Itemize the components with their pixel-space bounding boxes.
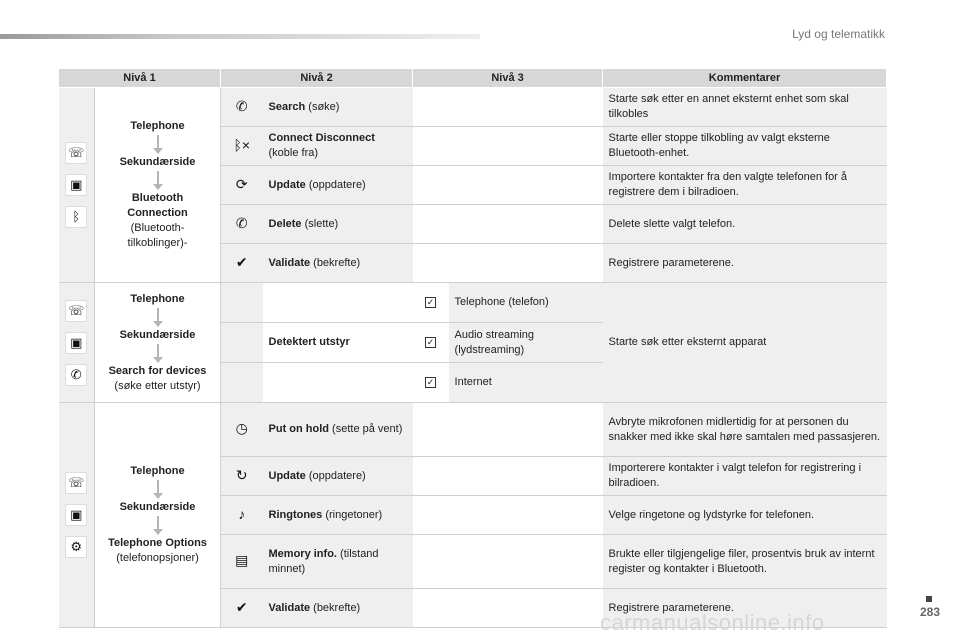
table-header-row bbox=[59, 69, 887, 88]
table-row bbox=[59, 403, 887, 457]
level1-label: Telephone bbox=[130, 465, 185, 477]
comment-cell: Registrere parameterene. bbox=[603, 589, 887, 628]
comment-cell: Registrere parameterene. bbox=[603, 244, 887, 283]
arrow-down-icon bbox=[157, 135, 159, 149]
column-header: Nivå 1 bbox=[59, 69, 221, 88]
level3-label: Search for devices bbox=[108, 364, 207, 377]
level3-cell bbox=[413, 589, 603, 628]
function-cell: Validate (bekrefte) bbox=[263, 244, 413, 283]
comment-cell: Starte eller stoppe tilkobling av valgt eksterne Bluetooth-enhet. bbox=[603, 127, 887, 166]
level3-label: Bluetooth Connection bbox=[127, 192, 188, 219]
arrow-down-icon bbox=[157, 344, 159, 358]
table-row bbox=[59, 88, 887, 127]
level3-cell bbox=[413, 535, 603, 589]
bluetooth-disconnect-icon: ᛒ× bbox=[221, 127, 263, 166]
column-header: Nivå 2 bbox=[221, 69, 413, 88]
function-cell: Search (søke) bbox=[263, 88, 413, 127]
comment-cell: Starte søk etter eksternt apparat bbox=[603, 283, 887, 403]
section-title: Lyd og telematikk bbox=[792, 27, 885, 41]
hold-call-icon: ◷ bbox=[221, 403, 263, 457]
function-cell: Update (oppdatere) bbox=[263, 457, 413, 496]
option-cell: Internet bbox=[449, 363, 603, 403]
level3-cell bbox=[413, 127, 603, 166]
menu-icons bbox=[59, 403, 95, 628]
function-cell: Connect Disconnect (koble fra) bbox=[263, 127, 413, 166]
level3-cell bbox=[413, 88, 603, 127]
top-decoration-bar bbox=[0, 34, 480, 39]
phone-icon: ☏ bbox=[65, 142, 87, 164]
dialpad-icon: ▣ bbox=[65, 174, 87, 196]
level1-label: Telephone bbox=[130, 292, 185, 305]
function-cell-empty bbox=[263, 363, 413, 403]
arrow-down-icon bbox=[157, 516, 159, 530]
level2-cell: Detektert utstyr bbox=[263, 323, 413, 363]
option-cell: Audio streaming (lydstreaming) bbox=[449, 323, 603, 363]
icon-cell-empty bbox=[221, 363, 263, 403]
menu-icons bbox=[59, 283, 95, 403]
comment-cell: Importerere kontakter i valgt telefon for registrering i bilradioen. bbox=[603, 457, 887, 496]
option-cell: Telephone (telefon) bbox=[449, 283, 603, 323]
level3-cell bbox=[413, 166, 603, 205]
level3-sub: (Bluetooth-tilkoblinger)- bbox=[127, 222, 188, 249]
comment-cell: Starte søk etter en annet eksternt enhet som skal tilkobles bbox=[603, 88, 887, 127]
update-icon: ↻ bbox=[221, 457, 263, 496]
checkbox-icon: ✓ bbox=[413, 283, 449, 323]
function-cell: Put on hold (sette på vent) bbox=[263, 403, 413, 457]
phone-icon: ☏ bbox=[65, 300, 87, 322]
search-phone-icon: ✆ bbox=[221, 88, 263, 127]
level3-cell bbox=[413, 496, 603, 535]
function-cell: Update (oppdatere) bbox=[263, 166, 413, 205]
level2-label: Sekundærside bbox=[119, 156, 196, 168]
level2-label: Sekundærside bbox=[119, 501, 196, 513]
function-cell-empty bbox=[263, 283, 413, 323]
level3-cell bbox=[413, 403, 603, 457]
level3-label: Telephone Options bbox=[108, 537, 207, 549]
checkbox-icon: ✓ bbox=[413, 363, 449, 403]
watermark: carmanualsonline.info bbox=[600, 610, 825, 635]
check-icon: ✔ bbox=[221, 244, 263, 283]
menu-path bbox=[95, 403, 221, 628]
footer-marker bbox=[926, 596, 932, 602]
column-header: Kommentarer bbox=[603, 69, 887, 88]
dialpad-icon: ▣ bbox=[65, 332, 87, 354]
comment-cell: Velge ringetone og lydstyrke for telefonen. bbox=[603, 496, 887, 535]
icon-cell-empty bbox=[221, 283, 263, 323]
arrow-down-icon bbox=[157, 480, 159, 494]
function-cell: Validate (bekrefte) bbox=[263, 589, 413, 628]
level3-sub: (søke etter utstyr) bbox=[114, 379, 201, 392]
menu-icons bbox=[59, 88, 95, 283]
arrow-down-icon bbox=[157, 171, 159, 185]
comment-cell: Delete slette valgt telefon. bbox=[603, 205, 887, 244]
memory-info-icon: ▤ bbox=[221, 535, 263, 589]
phone-settings-icon: ⚙ bbox=[65, 536, 87, 558]
comment-cell: Importere kontakter fra den valgte telefonen for å registrere dem i bilradioen. bbox=[603, 166, 887, 205]
search-phone-icon: ✆ bbox=[65, 364, 87, 386]
level3-cell bbox=[413, 457, 603, 496]
level2-label: Sekundærside bbox=[119, 328, 196, 341]
icon-cell-empty bbox=[221, 323, 263, 363]
arrow-down-icon bbox=[157, 308, 159, 322]
comment-cell: Avbryte mikrofonen midlertidig for at personen du snakker med ikke skal høre samtalen med passasjeren. bbox=[603, 403, 887, 457]
level1-label: Telephone bbox=[130, 120, 185, 132]
ringtone-icon: ♪ bbox=[221, 496, 263, 535]
menu-path bbox=[95, 283, 221, 403]
phone-icon: ☏ bbox=[65, 472, 87, 494]
level3-cell bbox=[413, 244, 603, 283]
page-number: 283 bbox=[919, 605, 940, 619]
function-cell: Memory info. (tilstand minnet) bbox=[263, 535, 413, 589]
checkbox-icon: ✓ bbox=[413, 323, 449, 363]
level3-sub: (telefonopsjoner) bbox=[116, 552, 199, 564]
bluetooth-icon: ᛒ bbox=[65, 206, 87, 228]
check-icon: ✔ bbox=[221, 589, 263, 628]
menu-table bbox=[58, 68, 887, 628]
table-row bbox=[59, 283, 887, 323]
dialpad-icon: ▣ bbox=[65, 504, 87, 526]
update-contacts-icon: ⟳ bbox=[221, 166, 263, 205]
level3-cell bbox=[413, 205, 603, 244]
delete-phone-icon: ✆ bbox=[221, 205, 263, 244]
menu-path bbox=[95, 88, 221, 283]
function-cell: Delete (slette) bbox=[263, 205, 413, 244]
function-cell: Ringtones (ringetoner) bbox=[263, 496, 413, 535]
comment-cell: Brukte eller tilgjengelige filer, prosentvis bruk av internt register og kontakter i Bluetooth. bbox=[603, 535, 887, 589]
column-header: Nivå 3 bbox=[413, 69, 603, 88]
